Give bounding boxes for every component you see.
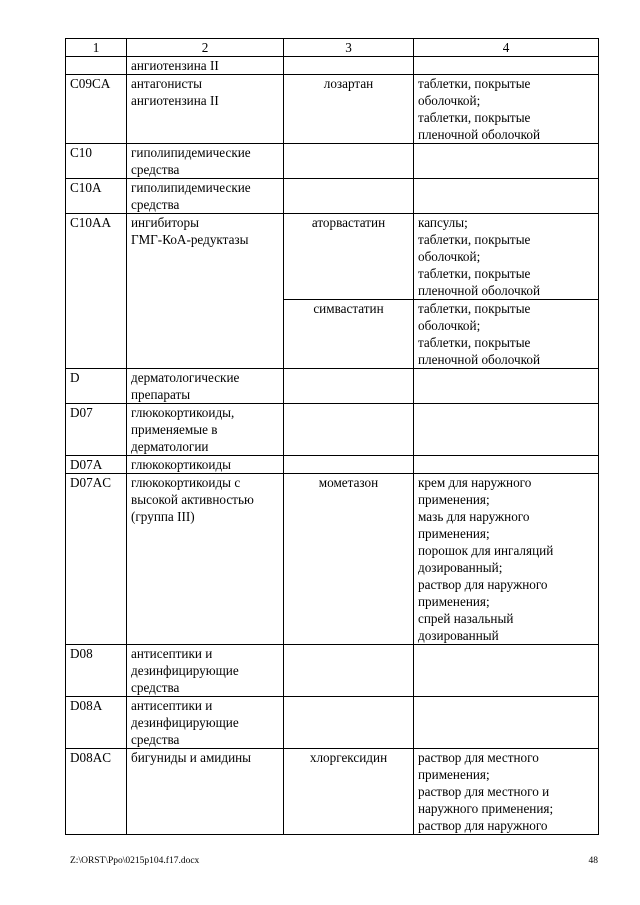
- page-number: 48: [588, 856, 598, 866]
- atc-code: D07A: [70, 457, 103, 472]
- drug-name-cell: [284, 645, 414, 697]
- group-name-line: гиполипидемические: [131, 180, 251, 195]
- group-name-cell: [127, 456, 284, 474]
- dosage-form-line: таблетки, покрытые: [418, 232, 531, 247]
- group-name-line: бигуниды и амидины: [131, 750, 252, 765]
- drug-name-cell: [284, 214, 414, 300]
- drug-name-cell: [284, 144, 414, 179]
- column-header: 2: [127, 39, 284, 57]
- group-name-line: высокой активностью: [131, 492, 254, 507]
- table-row: [66, 697, 599, 749]
- drug-name-cell: [284, 179, 414, 214]
- table-row: [66, 474, 599, 645]
- atc-code: D: [70, 370, 80, 385]
- dosage-form-line: применения;: [418, 526, 490, 541]
- dosage-form-line: наружного применения;: [418, 801, 554, 816]
- dosage-forms-cell: [414, 474, 599, 645]
- atc-code: C10A: [70, 180, 102, 195]
- dosage-form-line: таблетки, покрытые: [418, 301, 531, 316]
- atc-code: D08: [70, 646, 93, 661]
- group-name-line: глюкокортикоиды,: [131, 405, 235, 420]
- dosage-form-line: таблетки, покрытые: [418, 335, 531, 350]
- table-row: [66, 645, 599, 697]
- drug-name-cell: [284, 75, 414, 144]
- atc-code: D08A: [70, 698, 103, 713]
- dosage-form-line: применения;: [418, 767, 490, 782]
- drug-name-cell: [284, 749, 414, 835]
- group-name-line: средства: [131, 162, 180, 177]
- group-name-cell: [127, 144, 284, 179]
- group-name-cell: [127, 749, 284, 835]
- dosage-form-line: раствор для местного и: [418, 784, 550, 799]
- group-name-line: глюкокортикоиды с: [131, 475, 241, 490]
- group-name-line: ангиотензина II: [131, 93, 219, 108]
- group-name-line: антагонисты: [131, 76, 202, 91]
- group-name-line: ГМГ-КоА-редуктазы: [131, 232, 249, 247]
- drug-name-cell: [284, 474, 414, 645]
- group-name-cell: [127, 645, 284, 697]
- group-name-line: ангиотензина II: [131, 58, 219, 73]
- dosage-forms-cell: [414, 645, 599, 697]
- dosage-form-line: применения;: [418, 594, 490, 609]
- group-name-line: дерматологии: [131, 439, 209, 454]
- drug-name: симвастатин: [313, 301, 384, 316]
- group-name-cell: [127, 474, 284, 645]
- atc-code-cell: [66, 474, 127, 645]
- dosage-forms-cell: [414, 57, 599, 75]
- dosage-forms-cell: [414, 697, 599, 749]
- drug-name-cell: [284, 57, 414, 75]
- table-row: [66, 144, 599, 179]
- atc-code: D08AC: [70, 750, 112, 765]
- group-name-cell: [127, 369, 284, 404]
- dosage-forms-cell: [414, 214, 599, 300]
- group-name-line: дезинфицирующие: [131, 715, 239, 730]
- table-row: [66, 75, 599, 144]
- atc-code: C09CA: [70, 76, 111, 91]
- group-name-line: гиполипидемические: [131, 145, 251, 160]
- atc-code-cell: [66, 75, 127, 144]
- drug-name-cell: [284, 369, 414, 404]
- dosage-forms-cell: [414, 404, 599, 456]
- drug-name-cell: [284, 697, 414, 749]
- dosage-forms-cell: [414, 456, 599, 474]
- table-row: [66, 214, 599, 300]
- dosage-form-line: крем для наружного: [418, 475, 532, 490]
- table-row: [66, 179, 599, 214]
- dosage-forms-cell: [414, 749, 599, 835]
- dosage-form-line: раствор для наружного: [418, 577, 548, 592]
- drug-classification-table: [65, 38, 599, 835]
- atc-code: C10: [70, 145, 92, 160]
- group-name-line: антисептики и: [131, 646, 213, 661]
- column-header: 1: [66, 39, 127, 57]
- table-row: [66, 404, 599, 456]
- atc-code-cell: [66, 214, 127, 369]
- dosage-forms-cell: [414, 75, 599, 144]
- group-name-line: глюкокортикоиды: [131, 457, 232, 472]
- group-name-line: ингибиторы: [131, 215, 199, 230]
- atc-code-cell: [66, 369, 127, 404]
- dosage-form-line: спрей назальный: [418, 611, 514, 626]
- dosage-form-line: пленочной оболочкой: [418, 352, 541, 367]
- drug-name: аторвастатин: [311, 215, 386, 230]
- atc-code-cell: [66, 144, 127, 179]
- group-name-line: средства: [131, 197, 180, 212]
- group-name-cell: [127, 214, 284, 369]
- dosage-forms-cell: [414, 300, 599, 369]
- group-name-line: средства: [131, 732, 180, 747]
- dosage-form-line: раствор для наружного: [418, 818, 548, 833]
- atc-code-cell: [66, 179, 127, 214]
- dosage-forms-cell: [414, 369, 599, 404]
- dosage-form-line: таблетки, покрытые: [418, 266, 531, 281]
- table-row: [66, 456, 599, 474]
- group-name-cell: [127, 404, 284, 456]
- dosage-form-line: оболочкой;: [418, 93, 481, 108]
- group-name-cell: [127, 697, 284, 749]
- group-name-cell: [127, 57, 284, 75]
- drug-name: лозартан: [323, 76, 374, 91]
- atc-code: D07AC: [70, 475, 112, 490]
- table-row: [66, 57, 599, 75]
- drug-name-cell: [284, 456, 414, 474]
- group-name-cell: [127, 179, 284, 214]
- drug-name: мометазон: [318, 475, 379, 490]
- dosage-form-line: раствор для местного: [418, 750, 539, 765]
- atc-code-cell: [66, 749, 127, 835]
- dosage-form-line: таблетки, покрытые: [418, 76, 531, 91]
- dosage-form-line: пленочной оболочкой: [418, 283, 541, 298]
- table-body: [66, 57, 599, 835]
- column-header: 4: [414, 39, 599, 57]
- drug-name-cell: [284, 300, 414, 369]
- column-header: 3: [284, 39, 414, 57]
- dosage-form-line: мазь для наружного: [418, 509, 530, 524]
- group-name-line: дерматологические: [131, 370, 240, 385]
- atc-code: C10AA: [70, 215, 112, 230]
- group-name-line: антисептики и: [131, 698, 213, 713]
- file-path: Z:\ORST\Ppo\0215p104.f17.docx: [70, 856, 200, 866]
- atc-code-cell: [66, 697, 127, 749]
- drug-name: хлоргексидин: [309, 750, 388, 765]
- dosage-form-line: пленочной оболочкой: [418, 127, 541, 142]
- group-name-line: препараты: [131, 387, 191, 402]
- dosage-form-line: дозированный;: [418, 560, 503, 575]
- dosage-form-line: порошок для ингаляций: [418, 543, 554, 558]
- dosage-form-line: применения;: [418, 492, 490, 507]
- group-name-line: средства: [131, 680, 180, 695]
- table-row: [66, 369, 599, 404]
- table-header-row: [66, 39, 599, 57]
- atc-code-cell: [66, 645, 127, 697]
- group-name-line: применяемые в: [131, 422, 218, 437]
- dosage-form-line: таблетки, покрытые: [418, 110, 531, 125]
- group-name-line: (группа III): [131, 509, 195, 524]
- drug-name-cell: [284, 404, 414, 456]
- atc-code: D07: [70, 405, 93, 420]
- dosage-form-line: капсулы;: [418, 215, 468, 230]
- dosage-form-line: оболочкой;: [418, 249, 481, 264]
- atc-code-cell: [66, 404, 127, 456]
- dosage-form-line: дозированный: [418, 628, 499, 643]
- atc-code-cell: [66, 456, 127, 474]
- group-name-cell: [127, 75, 284, 144]
- atc-code-cell: [66, 57, 127, 75]
- table-row: [66, 749, 599, 835]
- dosage-forms-cell: [414, 144, 599, 179]
- group-name-line: дезинфицирующие: [131, 663, 239, 678]
- dosage-forms-cell: [414, 179, 599, 214]
- dosage-form-line: оболочкой;: [418, 318, 481, 333]
